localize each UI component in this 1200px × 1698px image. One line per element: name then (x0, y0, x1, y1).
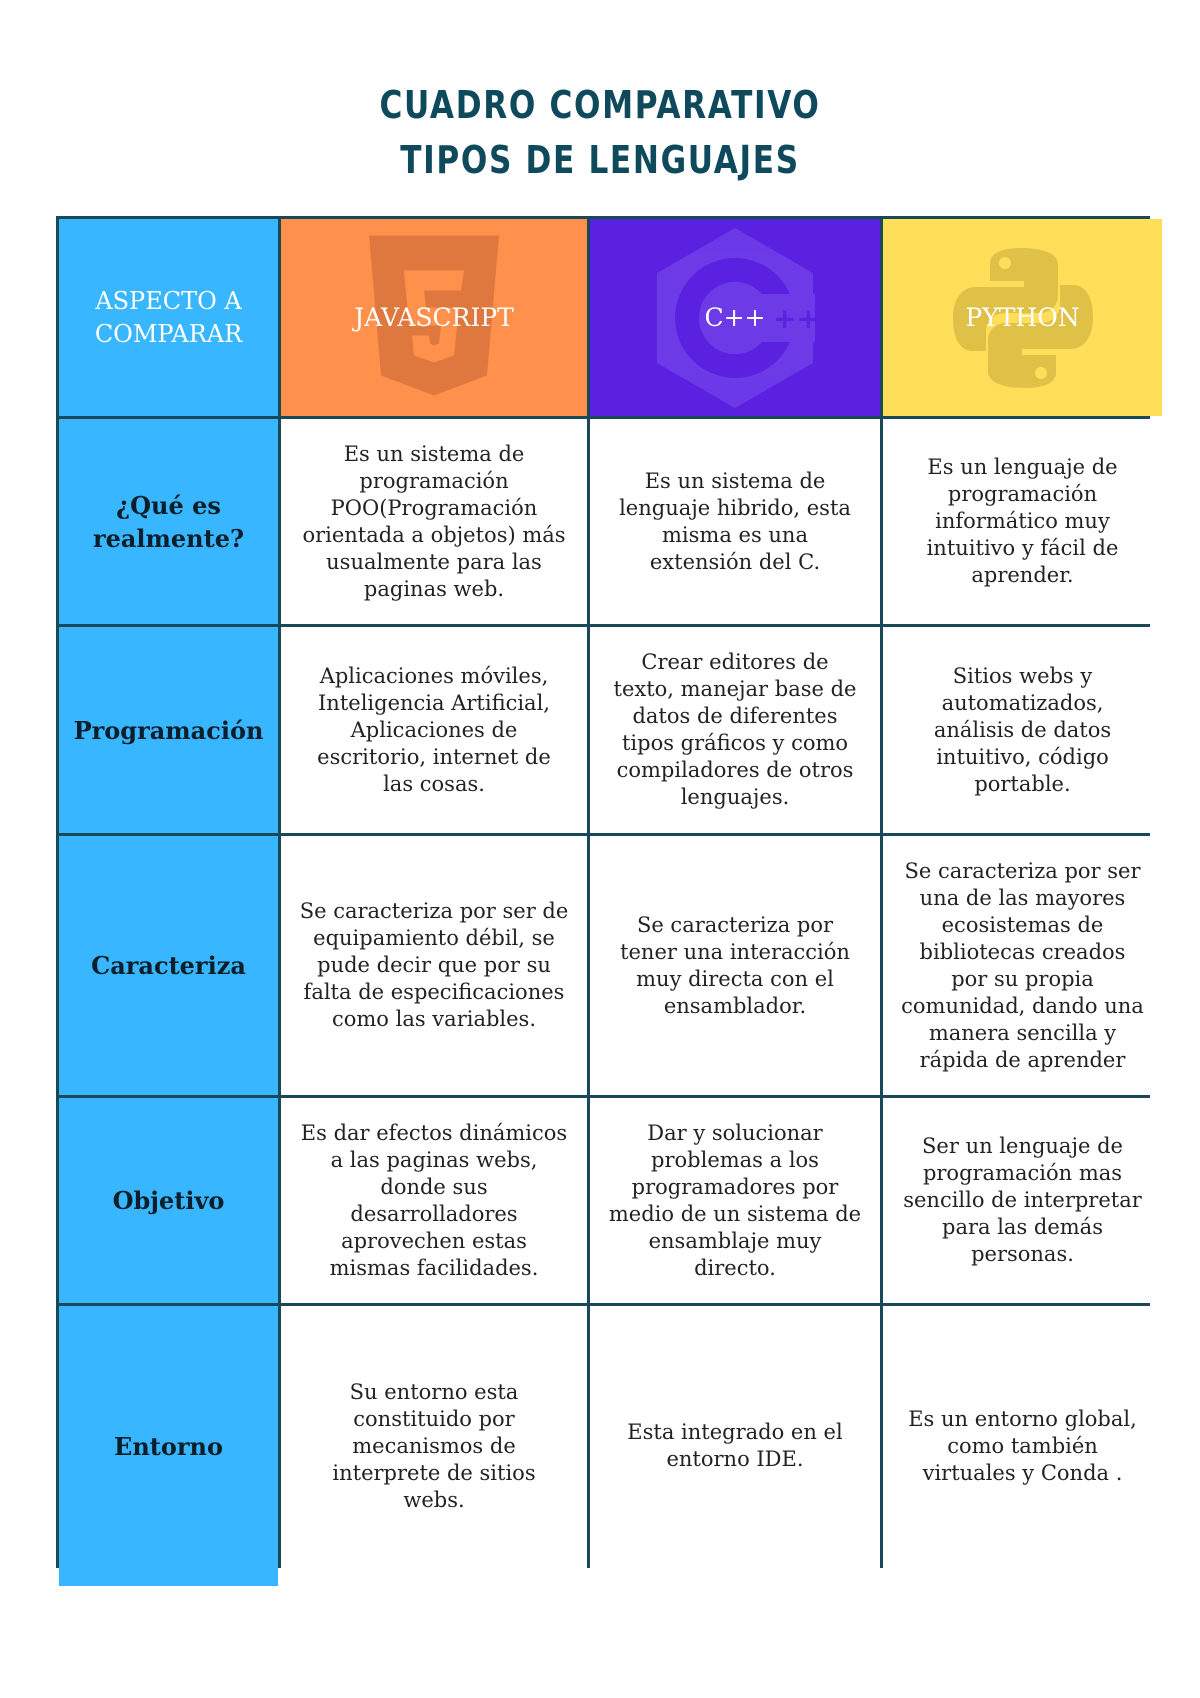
header-aspect (59, 219, 278, 416)
svg-text:++: ++ (773, 301, 820, 335)
comparison-table (56, 216, 1150, 1568)
cell-cpp-objetivo: Dar y solucionar problemas a los programadores por medio de un sistema de ensamblaje muy directo. (590, 1098, 880, 1303)
header-javascript-label: JAVASCRIPT (354, 303, 514, 332)
aspect-programacion: Programación (59, 627, 278, 833)
cell-javascript-que-es: Es un sistema de programación POO(Programación orientada a objetos) más usualmente para las paginas web. (281, 419, 587, 624)
cell-cpp-entorno: Esta integrado en el entorno IDE. (590, 1306, 880, 1586)
cell-javascript-objetivo: Es dar efectos dinámicos a las paginas webs, donde sus desarrolladores aprovechen estas mismas facilidades. (281, 1098, 587, 1303)
header-python-label: PYTHON (965, 303, 1080, 332)
page-title (0, 78, 1200, 188)
cell-python-objetivo: Ser un lenguaje de programación mas sencillo de interpretar para las demás personas. (883, 1098, 1162, 1303)
header-cpp-label: C++ (704, 303, 766, 332)
header-javascript (281, 219, 587, 416)
aspect-caracteriza: Caracteriza (59, 836, 278, 1095)
aspect-que-es: ¿Qué es realmente? (59, 419, 278, 624)
title-line-2: TIPOS DE LENGUAJES (400, 138, 800, 182)
aspect-objetivo: Objetivo (59, 1098, 278, 1303)
cell-python-entorno: Es un entorno global, como también virtuales y Conda . (883, 1306, 1162, 1586)
cell-python-que-es: Es un lenguaje de programación informático muy intuitivo y fácil de aprender. (883, 419, 1162, 624)
header-cpp (590, 219, 880, 416)
cell-cpp-que-es: Es un sistema de lenguaje hibrido, esta misma es una extensión del C. (590, 419, 880, 624)
cell-cpp-programacion: Crear editores de texto, manejar base de datos de diferentes tipos gráficos y como compiladores de otros lenguajes. (590, 627, 880, 833)
cell-javascript-programacion: Aplicaciones móviles, Inteligencia Artificial, Aplicaciones de escritorio, internet de las cosas. (281, 627, 587, 833)
cell-javascript-caracteriza: Se caracteriza por ser de equipamiento débil, se pude decir que por su falta de especificaciones como las variables. (281, 836, 587, 1095)
cell-cpp-caracteriza: Se caracteriza por tener una interacción muy directa con el ensamblador. (590, 836, 880, 1095)
cell-javascript-entorno: Su entorno esta constituido por mecanismos de interprete de sitios webs. (281, 1306, 587, 1586)
aspect-entorno: Entorno (59, 1306, 278, 1586)
title-line-1: CUADRO COMPARATIVO (379, 83, 821, 127)
cell-python-caracteriza: Se caracteriza por ser una de las mayores ecosistemas de bibliotecas creados por su propia comunidad, dando una manera sencilla y rápida de aprender (883, 836, 1162, 1095)
header-python (883, 219, 1162, 416)
header-aspect-label: ASPECTO A COMPARAR (94, 286, 243, 348)
cell-python-programacion: Sitios webs y automatizados, análisis de datos intuitivo, código portable. (883, 627, 1162, 833)
